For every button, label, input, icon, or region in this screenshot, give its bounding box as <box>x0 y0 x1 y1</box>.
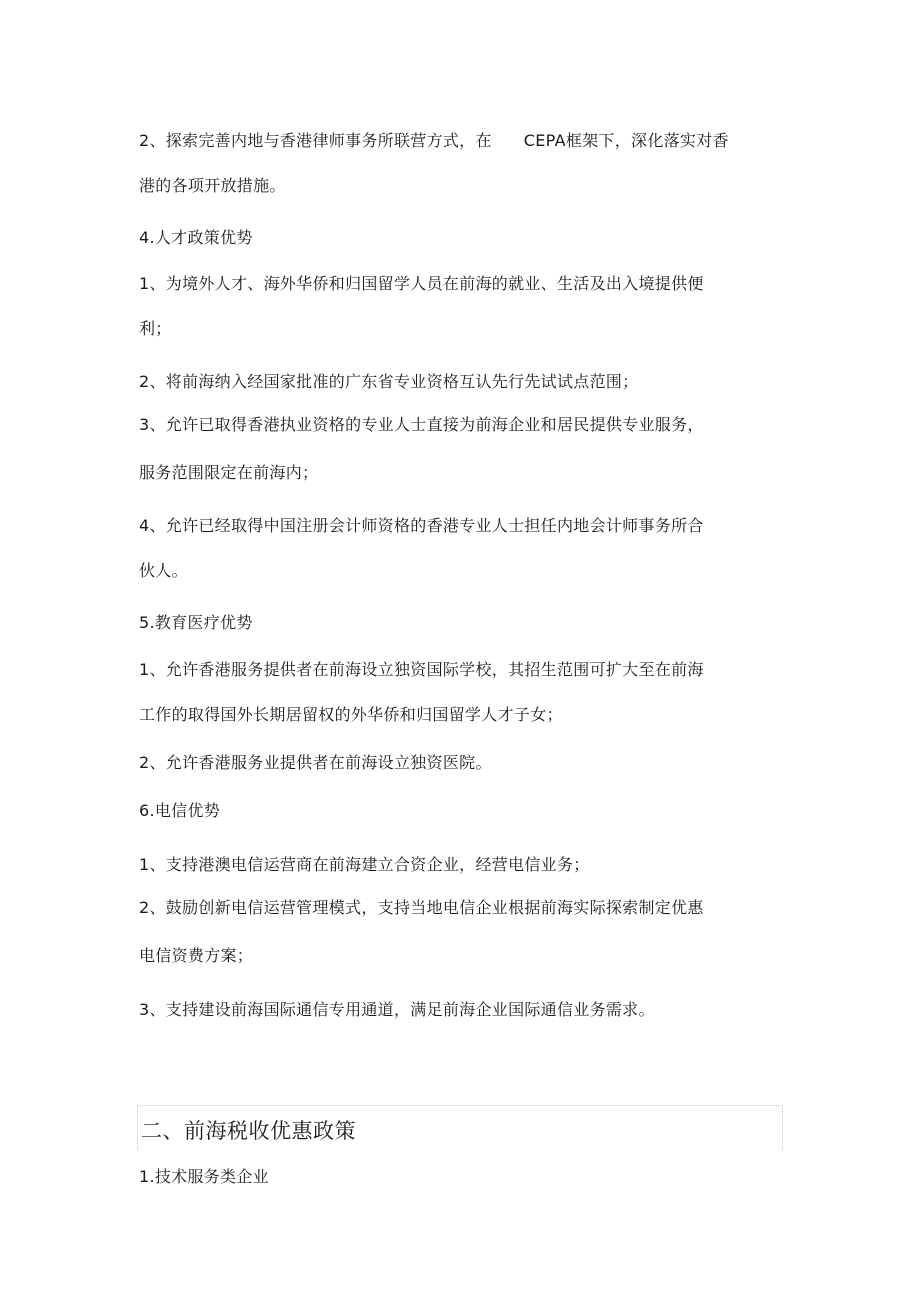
telecom-item-2-line-1: 2、鼓励创新电信运营管理模式，支持当地电信企业根据前海实际探索制定优惠 <box>139 898 704 917</box>
talent-item-3-line-2: 服务范围限定在前海内； <box>139 463 319 482</box>
heading-telecom: 6.电信优势 <box>139 801 221 820</box>
telecom-item-1: 1、支持港澳电信运营商在前海建立合资企业，经营电信业务； <box>139 855 590 874</box>
talent-item-2: 2、将前海纳入经国家批准的广东省专业资格互认先行先试试点范围； <box>139 372 639 391</box>
talent-item-1-line-1: 1、为境外人才、海外华侨和归国留学人员在前海的就业、生活及出入境提供便 <box>139 274 704 293</box>
section-title-tax: 二、前海税收优惠政策 <box>141 1119 356 1143</box>
education-item-1-line-2: 工作的取得国外长期居留权的外华侨和归国留学人才子女； <box>139 705 563 724</box>
lawfirm-text-b: CEPA框架下，深化落实对香 <box>523 131 729 150</box>
talent-item-4-line-1: 4、允许已经取得中国注册会计师资格的香港专业人士担任内地会计师事务所合 <box>139 516 704 535</box>
heading-education: 5.教育医疗优势 <box>139 613 253 632</box>
lawfirm-text-a: 2、探索完善内地与香港律师事务所联营方式，在 <box>139 131 492 150</box>
talent-item-4-line-2: 伙人。 <box>139 561 188 580</box>
talent-item-3-line-1: 3、允许已取得香港执业资格的专业人士直接为前海企业和居民提供专业服务， <box>139 415 704 434</box>
telecom-item-3: 3、支持建设前海国际通信专用通道，满足前海企业国际通信业务需求。 <box>139 1000 655 1019</box>
paragraph-lawfirm-line-1 <box>139 131 729 151</box>
education-item-1-line-1: 1、允许香港服务提供者在前海设立独资国际学校，其招生范围可扩大至在前海 <box>139 660 704 679</box>
heading-talent: 4.人才政策优势 <box>139 228 253 247</box>
talent-item-1-line-2: 利； <box>139 319 172 338</box>
education-item-2: 2、允许香港服务业提供者在前海设立独资医院。 <box>139 753 492 772</box>
heading-tech-service: 1.技术服务类企业 <box>139 1167 269 1186</box>
telecom-item-2-line-2: 电信资费方案； <box>139 946 254 965</box>
paragraph-lawfirm-line-2: 港的各项开放措施。 <box>139 176 286 195</box>
